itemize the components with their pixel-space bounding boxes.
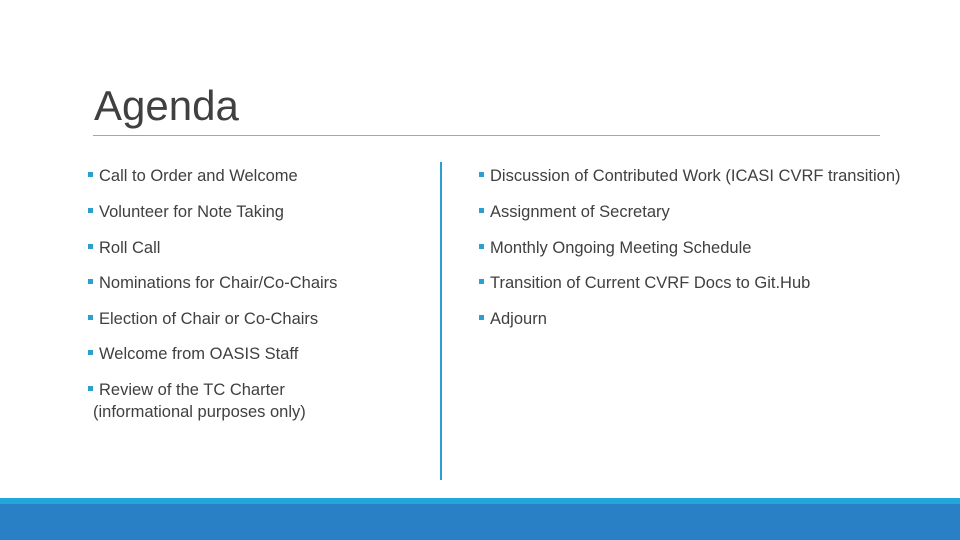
item-text: Discussion of Contributed Work (ICASI CVRF transition) [490, 167, 901, 185]
bullet-icon [88, 386, 93, 391]
bullet-icon [88, 244, 93, 249]
list-item [88, 343, 298, 365]
bullet-icon [88, 350, 93, 355]
item-text: Volunteer for Note Taking [99, 203, 284, 221]
list-item [88, 379, 306, 423]
list-item [88, 272, 337, 294]
list-item [479, 272, 810, 294]
item-text: Nominations for Chair/Co-Chairs [99, 274, 338, 292]
item-text: Transition of Current CVRF Docs to Git.Hub [490, 274, 811, 292]
item-text: Call to Order and Welcome [99, 167, 298, 185]
bullet-icon [88, 208, 93, 213]
list-item [88, 308, 318, 330]
item-text: Review of the TC Charter [99, 381, 285, 399]
bullet-icon [88, 315, 93, 320]
list-item [479, 308, 547, 330]
bullet-icon [479, 279, 484, 284]
column-divider [440, 162, 442, 480]
item-text: Welcome from OASIS Staff [99, 345, 299, 363]
item-text: Election of Chair or Co-Chairs [99, 310, 319, 328]
list-item [479, 165, 901, 187]
item-text-continuation: (informational purposes only) [93, 403, 306, 421]
list-item [479, 237, 751, 259]
list-item [88, 237, 160, 259]
bullet-icon [479, 315, 484, 320]
item-text: Assignment of Secretary [490, 203, 670, 221]
bullet-icon [479, 244, 484, 249]
item-text: Monthly Ongoing Meeting Schedule [490, 239, 752, 257]
bullet-icon [479, 208, 484, 213]
bullet-icon [88, 172, 93, 177]
footer-bar [0, 504, 960, 540]
item-text: Adjourn [490, 310, 547, 328]
slide-title: Agenda [94, 82, 239, 129]
title-underline [93, 135, 880, 136]
item-text: Roll Call [99, 239, 161, 257]
list-item [88, 201, 284, 223]
list-item [479, 201, 670, 223]
bullet-icon [479, 172, 484, 177]
list-item [88, 165, 298, 187]
bullet-icon [88, 279, 93, 284]
